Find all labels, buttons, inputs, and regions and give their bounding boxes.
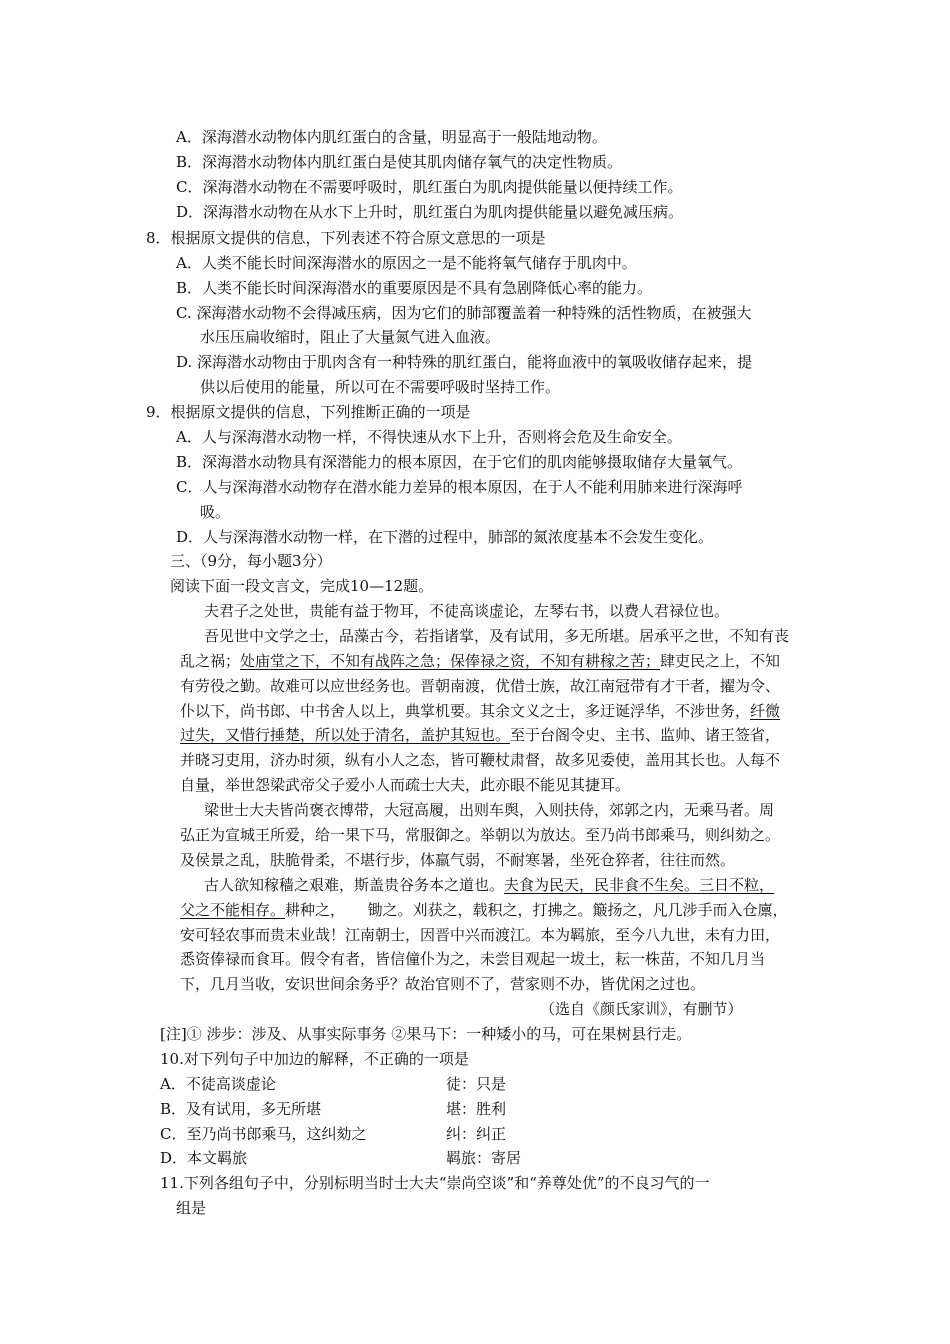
q10-option-d-gloss: 羁旅：寄居 <box>446 1149 522 1167</box>
q11-stem-line2: 组是 <box>176 1199 207 1217</box>
underlined-sentence: 过失，又惜行捶楚，所以处于清名，盖护其短也。 <box>180 726 511 744</box>
q7-option-d: D．深海潜水动物在从水下上升时，肌红蛋白为肌肉提供能量以避免减压病。 <box>176 203 684 221</box>
section-3-heading: 三、（9分，每小题3分） <box>170 552 332 570</box>
q9-option-d: D．人与深海潜水动物一样，在下潜的过程中，肺部的氮浓度基本不会发生变化。 <box>176 528 714 546</box>
q9-option-a: A．人与深海潜水动物一样，不得快速从水下上升，否则将会危及生命安全。 <box>176 428 682 446</box>
q9-option-c-line2: 吸。 <box>200 503 231 521</box>
q10-option-d: D．本文羁旅 <box>160 1149 248 1167</box>
q9-option-c-line1: C．人与深海潜水动物存在潜水能力差异的根本原因，在于人不能利用肺来进行深海呼 <box>176 478 743 496</box>
q10-option-a-gloss: 徒：只是 <box>446 1075 507 1093</box>
passage-p2-line3: 有劳役之勤。故难可以应世经务也。晋朝南渡，优借士族，故江南冠带有才干者，擢为令、 <box>180 677 781 695</box>
q8-stem: 8．根据原文提供的信息，下列表述不符合原文意思的一项是 <box>146 229 546 247</box>
underlined-sentence: 父之不能相存。 <box>180 901 286 919</box>
q8-option-d-line1: D. 深海潜水动物由于肌肉含有一种特殊的肌红蛋白，能将血液中的氧吸收储存起来，提 <box>176 353 753 371</box>
q10-stem: 10.对下列句子中加边的解释，不正确的一项是 <box>160 1050 469 1068</box>
passage-p2-line1: 吾见世中文学之士，品藻古今，若指诸掌，及有试用，多无所堪。居承平之世，不知有丧 <box>204 627 790 645</box>
passage-p2-line6: 并晓习吏用，济办时须，纵有小人之态，皆可鞭杖肃督，故多见委使，盖用其长也。人每不 <box>180 751 781 769</box>
q8-option-c-line1: C. 深海潜水动物不会得减压病，因为它们的肺部覆盖着一种特殊的活性物质，在被强大 <box>176 304 752 322</box>
passage-p3-line1: 梁世士大夫皆尚褒衣博带，大冠高履，出则车舆，入则扶侍，郊郭之内，无乘马者。周 <box>204 801 775 819</box>
q10-option-b-gloss: 堪：胜利 <box>446 1100 507 1118</box>
q8-option-a: A．人类不能长时间深海潜水的原因之一是不能将氧气储存于肌肉中。 <box>176 254 637 272</box>
passage-p2-line7: 自量，举世怨梁武帝父子爱小人而疏士大夫，此亦眼不能见其捷耳。 <box>180 776 631 794</box>
q10-option-c-gloss: 纠：纠正 <box>446 1125 507 1143</box>
passage-text: 至于台阁令史、主书、监帅、诸王签省， <box>510 726 781 744</box>
passage-p3-line3: 及侯景之乱，肤脆骨柔，不堪行步，体羸气弱，不耐寒暑，坐死仓猝者，往往而然。 <box>180 851 736 869</box>
q8-option-d-line2: 供以后使用的能量，所以可在不需要呼吸时坚持工作。 <box>200 378 561 396</box>
passage-p2-line2 <box>180 651 780 671</box>
passage-p4-line1 <box>204 875 774 895</box>
passage-text: 仆以下，尚书郎、中书舍人以上，典掌机要。其余文义之士，多迂诞浮华，不涉世务， <box>180 702 751 720</box>
q9-option-b: B．深海潜水动物具有深潜能力的根本原因，在于它们的肌肉能够摄取储存大量氧气。 <box>176 453 743 471</box>
q7-option-c: C．深海潜水动物在不需要呼吸时，肌红蛋白为肌肉提供能量以便持续工作。 <box>176 178 683 196</box>
passage-p4-line2 <box>180 900 788 920</box>
passage-p4-line5: 下，几月当收，安识世间余务乎？故治官则不了，营家则不办，皆优闲之过也。 <box>180 975 706 993</box>
q10-option-c: C．至乃尚书郎乘马，这纠劾之 <box>160 1125 367 1143</box>
annotation-note: [注]① 涉步：涉及、从事实际事务 ②果马下：一种矮小的马，可在果树县行走。 <box>160 1025 692 1043</box>
q8-option-b: B．人类不能长时间深海潜水的重要原因是不具有急剧降低心率的能力。 <box>176 279 653 297</box>
passage-p2-line5 <box>180 725 780 745</box>
passage-text: 肆吏民之上，不知 <box>660 652 781 670</box>
q10-option-b: B．及有试用，多无所堪 <box>160 1100 322 1118</box>
q7-option-b: B．深海潜水动物体内肌红蛋白是使其肌肉储存氧气的决定性物质。 <box>176 153 623 171</box>
section-3-instruction: 阅读下面一段文言文，完成10—12题。 <box>170 577 434 595</box>
passage-p1: 夫君子之处世，贵能有益于物耳，不徒高谈虚论，左琴右书，以费人君禄位也。 <box>204 602 730 620</box>
passage-p4-line3: 安可轻农事而贵末业哉！江南朝士，因晋中兴而渡江。本为羁旅，至今八九世，未有力田， <box>180 926 781 944</box>
q10-option-a: A．不徒高谈虚论 <box>160 1075 276 1093</box>
q11-stem-line1: 11.下列各组句子中，分别标明当时士大夫“崇尚空谈”和“养尊处优”的不良习气的一 <box>160 1174 710 1192</box>
passage-text: 耕种之， 锄之。刈获之，载积之，打拂之。簸扬之，凡几涉手而入仓廪， <box>285 901 788 919</box>
q7-option-a: A．深海潜水动物体内肌红蛋白的含量，明显高于一般陆地动物。 <box>176 128 607 146</box>
underlined-sentence: 纤微 <box>750 702 781 720</box>
passage-text: 古人欲知稼穑之艰难，斯盖贵谷务本之道也。 <box>204 876 505 894</box>
underlined-sentence: 夫食为民天，民非食不生矣。三日不粒， <box>504 876 775 894</box>
passage-p3-line2: 弘正为宣城王所爱，给一果下马，常服御之。举朝以为放达。至乃尚书郎乘马，则纠劾之。 <box>180 826 781 844</box>
passage-source: （选自《颜氏家训》，有删节） <box>540 1000 743 1018</box>
passage-text: 乱之祸； <box>180 652 241 670</box>
q8-option-c-line2: 水压压扁收缩时，阻止了大量氮气进入血液。 <box>200 328 501 346</box>
q9-stem: 9．根据原文提供的信息，下列推断正确的一项是 <box>146 403 471 421</box>
underlined-sentence: 处庙堂之下，不知有战阵之急；保俸禄之资，不知有耕稼之苦； <box>240 652 661 670</box>
passage-p2-line4 <box>180 701 780 721</box>
passage-p4-line4: 悉资俸禄而食耳。假令有者，皆信僮仆为之，未尝目观起一坺土，耘一株苗，不知几月当 <box>180 950 766 968</box>
